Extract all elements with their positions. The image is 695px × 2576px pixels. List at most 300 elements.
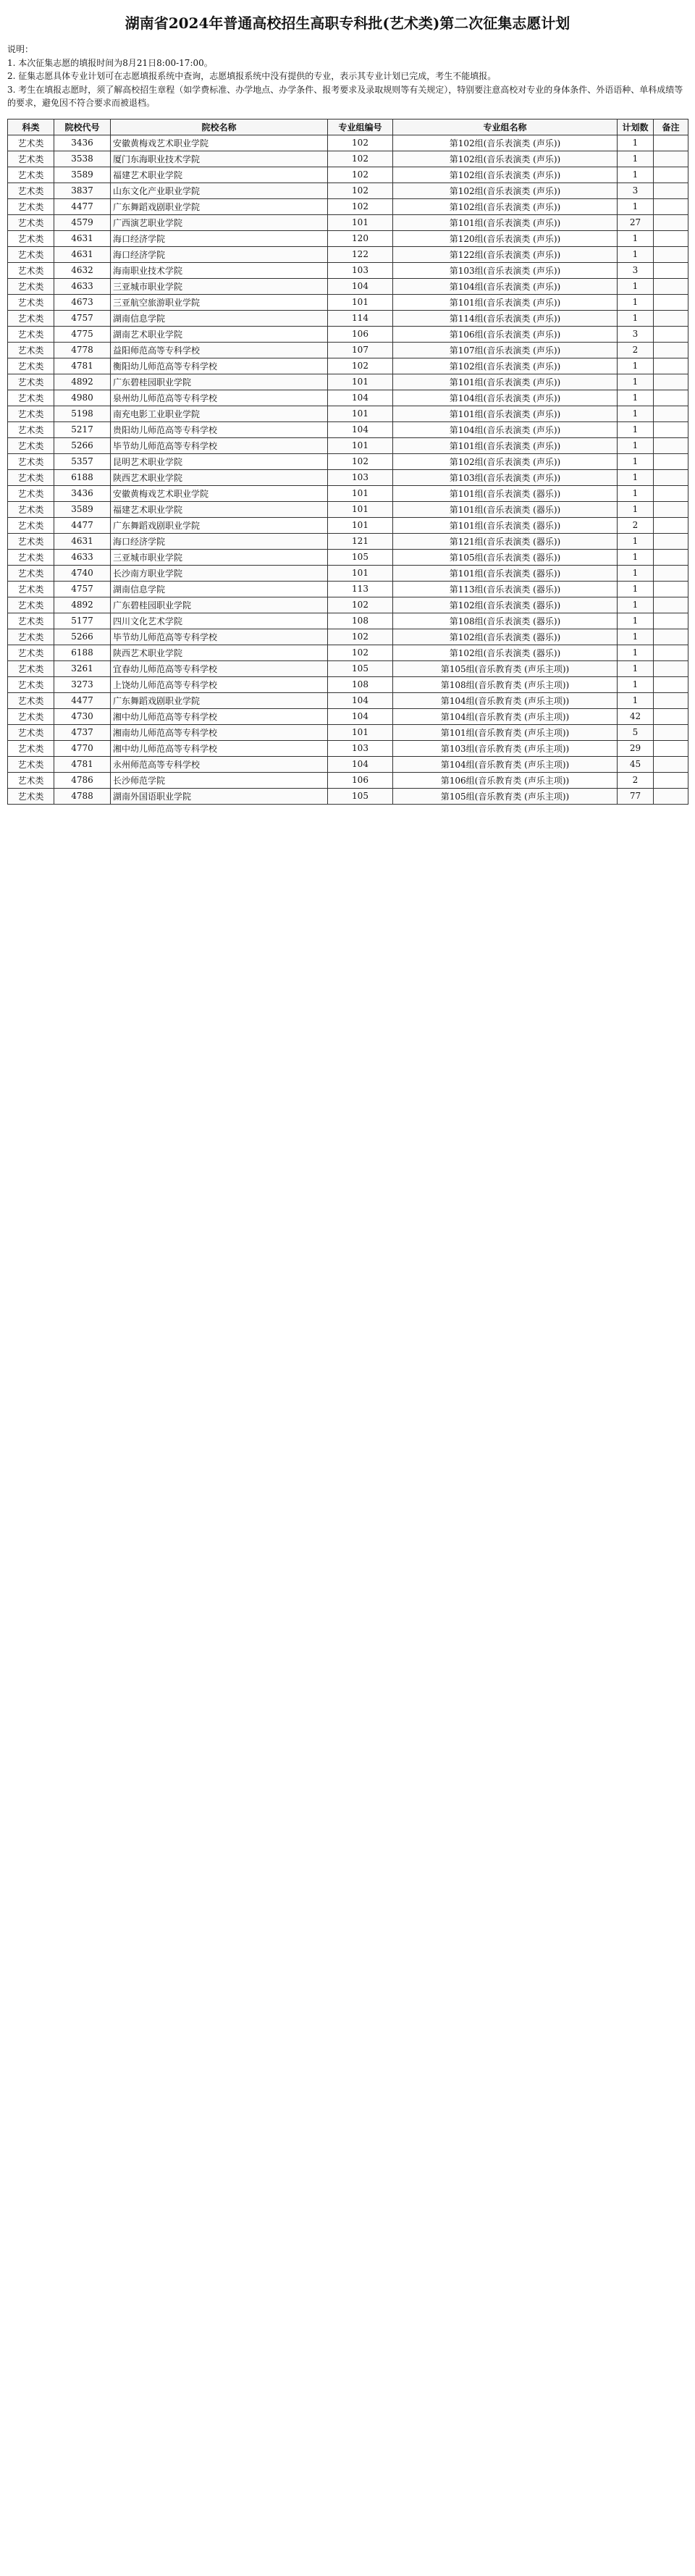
cell-plan-count: 1 — [618, 421, 654, 437]
cell-plan-count: 1 — [618, 406, 654, 421]
cell-group-name: 第102组(音乐表演类 (声乐)) — [393, 167, 618, 182]
cell-school-name: 长沙南方职业学院 — [111, 565, 328, 581]
cell-category: 艺术类 — [8, 406, 54, 421]
cell-group-name: 第107组(音乐表演类 (声乐)) — [393, 342, 618, 358]
cell-plan-count: 3 — [618, 326, 654, 342]
cell-group-code: 102 — [328, 182, 393, 198]
cell-category: 艺术类 — [8, 374, 54, 390]
cell-category: 艺术类 — [8, 724, 54, 740]
table-row — [8, 533, 688, 549]
cell-school-name: 广东舞蹈戏剧职业学院 — [111, 692, 328, 708]
cell-plan-count: 1 — [618, 501, 654, 517]
cell-school-code: 5266 — [54, 629, 111, 645]
table-row — [8, 485, 688, 501]
cell-group-name: 第102组(音乐表演类 (器乐)) — [393, 597, 618, 613]
table-row — [8, 374, 688, 390]
cell-category: 艺术类 — [8, 613, 54, 629]
cell-school-name: 海口经济学院 — [111, 246, 328, 262]
cell-school-name: 湘南幼儿师范高等专科学校 — [111, 724, 328, 740]
header-school-code: 院校代号 — [54, 119, 111, 135]
cell-school-name: 广东舞蹈戏剧职业学院 — [111, 517, 328, 533]
plan-table — [7, 119, 688, 805]
cell-plan-count: 3 — [618, 262, 654, 278]
cell-school-name: 三亚城市职业学院 — [111, 278, 328, 294]
cell-plan-count: 5 — [618, 724, 654, 740]
document-page — [0, 0, 695, 819]
cell-remark — [654, 533, 688, 549]
cell-school-code: 5357 — [54, 453, 111, 469]
cell-school-name: 陕西艺术职业学院 — [111, 469, 328, 485]
cell-group-code: 113 — [328, 581, 393, 597]
cell-plan-count: 1 — [618, 151, 654, 167]
cell-school-code: 4892 — [54, 374, 111, 390]
cell-school-code: 4781 — [54, 358, 111, 374]
cell-plan-count: 2 — [618, 772, 654, 788]
cell-remark — [654, 326, 688, 342]
cell-category: 艺术类 — [8, 581, 54, 597]
cell-plan-count: 1 — [618, 358, 654, 374]
cell-group-code: 102 — [328, 358, 393, 374]
cell-remark — [654, 406, 688, 421]
cell-group-code: 102 — [328, 167, 393, 182]
cell-remark — [654, 724, 688, 740]
header-school-name: 院校名称 — [111, 119, 328, 135]
cell-plan-count: 1 — [618, 390, 654, 406]
cell-category: 艺术类 — [8, 246, 54, 262]
cell-remark — [654, 517, 688, 533]
cell-group-code: 105 — [328, 660, 393, 676]
cell-group-code: 102 — [328, 151, 393, 167]
cell-remark — [654, 660, 688, 676]
cell-plan-count: 1 — [618, 294, 654, 310]
cell-group-name: 第108组(音乐表演类 (器乐)) — [393, 613, 618, 629]
cell-group-name: 第104组(音乐教育类 (声乐主项)) — [393, 692, 618, 708]
cell-group-name: 第101组(音乐表演类 (声乐)) — [393, 214, 618, 230]
cell-category: 艺术类 — [8, 708, 54, 724]
cell-category: 艺术类 — [8, 485, 54, 501]
cell-remark — [654, 788, 688, 804]
cell-category: 艺术类 — [8, 167, 54, 182]
cell-category: 艺术类 — [8, 262, 54, 278]
table-row — [8, 756, 688, 772]
cell-group-code: 101 — [328, 374, 393, 390]
table-row — [8, 629, 688, 645]
table-row — [8, 278, 688, 294]
note-line: 3. 考生在填报志愿时，须了解高校招生章程（如学费标准、办学地点、办学条件、报考要求及录取规则等有关规定），特别要注意高校对专业的身体条件、外语语种、单科成绩等的要求，避免因不符合要求而被退档。 — [7, 84, 683, 109]
table-row — [8, 724, 688, 740]
cell-school-code: 4631 — [54, 230, 111, 246]
cell-group-name: 第101组(音乐表演类 (器乐)) — [393, 485, 618, 501]
cell-group-name: 第106组(音乐教育类 (声乐主项)) — [393, 772, 618, 788]
cell-group-code: 105 — [328, 549, 393, 565]
cell-group-code: 104 — [328, 278, 393, 294]
cell-group-name: 第101组(音乐表演类 (声乐)) — [393, 406, 618, 421]
cell-group-name: 第102组(音乐表演类 (声乐)) — [393, 358, 618, 374]
cell-group-name: 第104组(音乐表演类 (声乐)) — [393, 278, 618, 294]
cell-school-code: 4631 — [54, 533, 111, 549]
table-row — [8, 692, 688, 708]
cell-group-code: 104 — [328, 708, 393, 724]
cell-school-name: 福建艺术职业学院 — [111, 501, 328, 517]
cell-school-name: 安徽黄梅戏艺术职业学院 — [111, 485, 328, 501]
table-row — [8, 326, 688, 342]
page-title: 湖南省2024年普通高校招生高职专科批(艺术类)第二次征集志愿计划 — [125, 14, 570, 32]
cell-group-name: 第102组(音乐表演类 (声乐)) — [393, 135, 618, 151]
cell-plan-count: 1 — [618, 198, 654, 214]
cell-group-name: 第102组(音乐表演类 (器乐)) — [393, 645, 618, 660]
cell-plan-count: 42 — [618, 708, 654, 724]
table-row — [8, 406, 688, 421]
table-row — [8, 167, 688, 182]
table-row — [8, 581, 688, 597]
cell-school-code: 4579 — [54, 214, 111, 230]
cell-category: 艺术类 — [8, 214, 54, 230]
cell-category: 艺术类 — [8, 278, 54, 294]
cell-category: 艺术类 — [8, 676, 54, 692]
cell-plan-count: 1 — [618, 485, 654, 501]
cell-group-code: 102 — [328, 645, 393, 660]
table-row — [8, 358, 688, 374]
table-row — [8, 246, 688, 262]
cell-remark — [654, 421, 688, 437]
cell-plan-count: 29 — [618, 740, 654, 756]
cell-plan-count: 3 — [618, 182, 654, 198]
table-row — [8, 501, 688, 517]
cell-category: 艺术类 — [8, 421, 54, 437]
header-remark: 备注 — [654, 119, 688, 135]
cell-school-name: 海口经济学院 — [111, 533, 328, 549]
cell-category: 艺术类 — [8, 198, 54, 214]
table-row — [8, 453, 688, 469]
cell-school-name: 厦门东海职业技术学院 — [111, 151, 328, 167]
table-row — [8, 613, 688, 629]
cell-remark — [654, 692, 688, 708]
table-row — [8, 390, 688, 406]
cell-remark — [654, 294, 688, 310]
table-body — [8, 135, 688, 804]
cell-school-name: 南充电影工业职业学院 — [111, 406, 328, 421]
table-row — [8, 310, 688, 326]
cell-school-code: 3538 — [54, 151, 111, 167]
cell-school-name: 海口经济学院 — [111, 230, 328, 246]
cell-school-name: 陕西艺术职业学院 — [111, 645, 328, 660]
note-line: 1. 本次征集志愿的填报时间为8月21日8:00-17:00。 — [7, 57, 213, 68]
table-row — [8, 214, 688, 230]
table-row — [8, 549, 688, 565]
cell-category: 艺术类 — [8, 135, 54, 151]
cell-category: 艺术类 — [8, 294, 54, 310]
cell-category: 艺术类 — [8, 453, 54, 469]
cell-school-code: 6188 — [54, 645, 111, 660]
cell-remark — [654, 629, 688, 645]
cell-school-code: 4781 — [54, 756, 111, 772]
cell-category: 艺术类 — [8, 565, 54, 581]
table-row — [8, 772, 688, 788]
cell-group-name: 第101组(音乐表演类 (器乐)) — [393, 517, 618, 533]
cell-school-code: 4477 — [54, 198, 111, 214]
cell-category: 艺术类 — [8, 645, 54, 660]
cell-group-name: 第103组(音乐表演类 (声乐)) — [393, 469, 618, 485]
cell-school-code: 4778 — [54, 342, 111, 358]
cell-remark — [654, 358, 688, 374]
cell-group-code: 104 — [328, 390, 393, 406]
cell-group-name: 第102组(音乐表演类 (声乐)) — [393, 453, 618, 469]
cell-category: 艺术类 — [8, 629, 54, 645]
table-row — [8, 676, 688, 692]
cell-group-code: 122 — [328, 246, 393, 262]
cell-group-name: 第108组(音乐教育类 (声乐主项)) — [393, 676, 618, 692]
cell-category: 艺术类 — [8, 660, 54, 676]
cell-plan-count: 2 — [618, 517, 654, 533]
cell-category: 艺术类 — [8, 326, 54, 342]
cell-remark — [654, 437, 688, 453]
cell-remark — [654, 167, 688, 182]
cell-plan-count: 1 — [618, 692, 654, 708]
cell-remark — [654, 278, 688, 294]
cell-remark — [654, 374, 688, 390]
cell-plan-count: 1 — [618, 613, 654, 629]
cell-group-code: 121 — [328, 533, 393, 549]
cell-school-code: 4633 — [54, 549, 111, 565]
cell-group-name: 第101组(音乐表演类 (声乐)) — [393, 294, 618, 310]
cell-school-name: 湘中幼儿师范高等专科学校 — [111, 708, 328, 724]
cell-school-code: 4740 — [54, 565, 111, 581]
cell-category: 艺术类 — [8, 533, 54, 549]
cell-remark — [654, 708, 688, 724]
cell-group-code: 114 — [328, 310, 393, 326]
table-row — [8, 740, 688, 756]
cell-school-name: 湖南外国语职业学院 — [111, 788, 328, 804]
header-group-code: 专业组编号 — [328, 119, 393, 135]
table-row — [8, 198, 688, 214]
cell-school-code: 5198 — [54, 406, 111, 421]
cell-school-code: 4477 — [54, 692, 111, 708]
cell-category: 艺术类 — [8, 692, 54, 708]
cell-school-code: 4770 — [54, 740, 111, 756]
table-row — [8, 294, 688, 310]
cell-remark — [654, 453, 688, 469]
cell-school-name: 广东碧桂园职业学院 — [111, 597, 328, 613]
cell-group-name: 第106组(音乐表演类 (声乐)) — [393, 326, 618, 342]
cell-remark — [654, 214, 688, 230]
table-row — [8, 788, 688, 804]
cell-school-name: 安徽黄梅戏艺术职业学院 — [111, 135, 328, 151]
cell-plan-count: 45 — [618, 756, 654, 772]
table-row — [8, 421, 688, 437]
cell-school-code: 4673 — [54, 294, 111, 310]
cell-category: 艺术类 — [8, 469, 54, 485]
cell-school-code: 4775 — [54, 326, 111, 342]
cell-group-name: 第101组(音乐表演类 (声乐)) — [393, 437, 618, 453]
cell-school-name: 广东舞蹈戏剧职业学院 — [111, 198, 328, 214]
cell-school-name: 湖南艺术职业学院 — [111, 326, 328, 342]
cell-plan-count: 1 — [618, 549, 654, 565]
cell-school-name: 上饶幼儿师范高等专科学校 — [111, 676, 328, 692]
table-row — [8, 597, 688, 613]
header-plan-count: 计划数 — [618, 119, 654, 135]
cell-school-name: 毕节幼儿师范高等专科学校 — [111, 629, 328, 645]
cell-plan-count: 27 — [618, 214, 654, 230]
cell-category: 艺术类 — [8, 501, 54, 517]
cell-school-code: 3261 — [54, 660, 111, 676]
cell-group-name: 第103组(音乐教育类 (声乐主项)) — [393, 740, 618, 756]
cell-group-code: 103 — [328, 469, 393, 485]
table-row — [8, 517, 688, 533]
cell-category: 艺术类 — [8, 390, 54, 406]
cell-group-code: 101 — [328, 406, 393, 421]
cell-school-name: 三亚航空旅游职业学院 — [111, 294, 328, 310]
cell-category: 艺术类 — [8, 597, 54, 613]
cell-school-code: 5217 — [54, 421, 111, 437]
notes-section — [7, 43, 688, 110]
cell-group-name: 第102组(音乐表演类 (声乐)) — [393, 151, 618, 167]
cell-category: 艺术类 — [8, 740, 54, 756]
cell-remark — [654, 772, 688, 788]
cell-group-code: 102 — [328, 198, 393, 214]
cell-group-code: 108 — [328, 613, 393, 629]
table-row — [8, 230, 688, 246]
header-group-name: 专业组名称 — [393, 119, 618, 135]
cell-group-name: 第103组(音乐表演类 (声乐)) — [393, 262, 618, 278]
cell-school-code: 4730 — [54, 708, 111, 724]
cell-school-code: 3273 — [54, 676, 111, 692]
cell-school-code: 4633 — [54, 278, 111, 294]
cell-remark — [654, 198, 688, 214]
cell-category: 艺术类 — [8, 756, 54, 772]
cell-school-name: 广东碧桂园职业学院 — [111, 374, 328, 390]
cell-school-code: 4980 — [54, 390, 111, 406]
cell-category: 艺术类 — [8, 437, 54, 453]
table-row — [8, 135, 688, 151]
cell-category: 艺术类 — [8, 310, 54, 326]
cell-group-name: 第105组(音乐表演类 (器乐)) — [393, 549, 618, 565]
cell-plan-count: 1 — [618, 645, 654, 660]
cell-remark — [654, 565, 688, 581]
cell-remark — [654, 740, 688, 756]
table-row — [8, 342, 688, 358]
cell-remark — [654, 469, 688, 485]
cell-group-name: 第102组(音乐表演类 (声乐)) — [393, 198, 618, 214]
cell-school-name: 湘中幼儿师范高等专科学校 — [111, 740, 328, 756]
cell-remark — [654, 151, 688, 167]
cell-school-code: 3436 — [54, 135, 111, 151]
cell-plan-count: 1 — [618, 676, 654, 692]
cell-group-name: 第105组(音乐教育类 (声乐主项)) — [393, 660, 618, 676]
cell-school-code: 4631 — [54, 246, 111, 262]
cell-group-code: 101 — [328, 214, 393, 230]
cell-group-name: 第104组(音乐表演类 (声乐)) — [393, 390, 618, 406]
note-line: 2. 征集志愿具体专业计划可在志愿填报系统中查询，志愿填报系统中没有提供的专业，表示其专业计划已完成，考生不能填报。 — [7, 71, 497, 82]
table-row — [8, 469, 688, 485]
cell-school-code: 4737 — [54, 724, 111, 740]
cell-group-name: 第105组(音乐教育类 (声乐主项)) — [393, 788, 618, 804]
cell-plan-count: 1 — [618, 437, 654, 453]
cell-school-name: 湖南信息学院 — [111, 310, 328, 326]
cell-school-name: 宜春幼儿师范高等专科学校 — [111, 660, 328, 676]
cell-group-code: 101 — [328, 724, 393, 740]
cell-school-name: 广西演艺职业学院 — [111, 214, 328, 230]
cell-school-name: 海南职业技术学院 — [111, 262, 328, 278]
cell-group-name: 第101组(音乐表演类 (器乐)) — [393, 565, 618, 581]
cell-plan-count: 1 — [618, 246, 654, 262]
cell-remark — [654, 597, 688, 613]
cell-remark — [654, 613, 688, 629]
cell-group-code: 102 — [328, 629, 393, 645]
cell-remark — [654, 645, 688, 660]
cell-category: 艺术类 — [8, 772, 54, 788]
table-row — [8, 151, 688, 167]
cell-school-name: 长沙师范学院 — [111, 772, 328, 788]
cell-group-code: 101 — [328, 501, 393, 517]
cell-school-code: 4632 — [54, 262, 111, 278]
cell-category: 艺术类 — [8, 230, 54, 246]
cell-group-code: 104 — [328, 756, 393, 772]
cell-school-code: 3589 — [54, 501, 111, 517]
cell-group-code: 106 — [328, 772, 393, 788]
cell-plan-count: 1 — [618, 310, 654, 326]
cell-group-code: 106 — [328, 326, 393, 342]
cell-school-name: 贵阳幼儿师范高等专科学校 — [111, 421, 328, 437]
cell-group-name: 第101组(音乐教育类 (声乐主项)) — [393, 724, 618, 740]
cell-group-code: 103 — [328, 740, 393, 756]
cell-plan-count: 77 — [618, 788, 654, 804]
cell-school-code: 4757 — [54, 310, 111, 326]
cell-group-code: 102 — [328, 135, 393, 151]
cell-remark — [654, 310, 688, 326]
cell-remark — [654, 581, 688, 597]
table-row — [8, 182, 688, 198]
cell-group-code: 104 — [328, 692, 393, 708]
cell-plan-count: 1 — [618, 167, 654, 182]
cell-school-name: 泉州幼儿师范高等专科学校 — [111, 390, 328, 406]
cell-remark — [654, 182, 688, 198]
cell-plan-count: 1 — [618, 135, 654, 151]
cell-group-code: 102 — [328, 453, 393, 469]
cell-group-code: 101 — [328, 437, 393, 453]
cell-plan-count: 1 — [618, 453, 654, 469]
cell-group-name: 第102组(音乐表演类 (器乐)) — [393, 629, 618, 645]
cell-school-name: 三亚城市职业学院 — [111, 549, 328, 565]
cell-remark — [654, 262, 688, 278]
cell-category: 艺术类 — [8, 517, 54, 533]
header-category: 科类 — [8, 119, 54, 135]
cell-school-name: 福建艺术职业学院 — [111, 167, 328, 182]
cell-plan-count: 1 — [618, 278, 654, 294]
cell-plan-count: 1 — [618, 629, 654, 645]
cell-school-name: 益阳师范高等专科学校 — [111, 342, 328, 358]
cell-category: 艺术类 — [8, 549, 54, 565]
cell-plan-count: 1 — [618, 581, 654, 597]
cell-school-name: 衡阳幼儿师范高等专科学校 — [111, 358, 328, 374]
table-row — [8, 262, 688, 278]
cell-group-code: 120 — [328, 230, 393, 246]
cell-group-name: 第120组(音乐表演类 (声乐)) — [393, 230, 618, 246]
table-row — [8, 645, 688, 660]
cell-plan-count: 1 — [618, 660, 654, 676]
cell-remark — [654, 342, 688, 358]
cell-category: 艺术类 — [8, 358, 54, 374]
cell-group-code: 102 — [328, 597, 393, 613]
cell-remark — [654, 485, 688, 501]
cell-remark — [654, 230, 688, 246]
cell-remark — [654, 135, 688, 151]
cell-school-name: 昆明艺术职业学院 — [111, 453, 328, 469]
cell-school-name: 山东文化产业职业学院 — [111, 182, 328, 198]
cell-plan-count: 2 — [618, 342, 654, 358]
cell-group-name: 第104组(音乐教育类 (声乐主项)) — [393, 756, 618, 772]
cell-group-code: 103 — [328, 262, 393, 278]
cell-remark — [654, 501, 688, 517]
